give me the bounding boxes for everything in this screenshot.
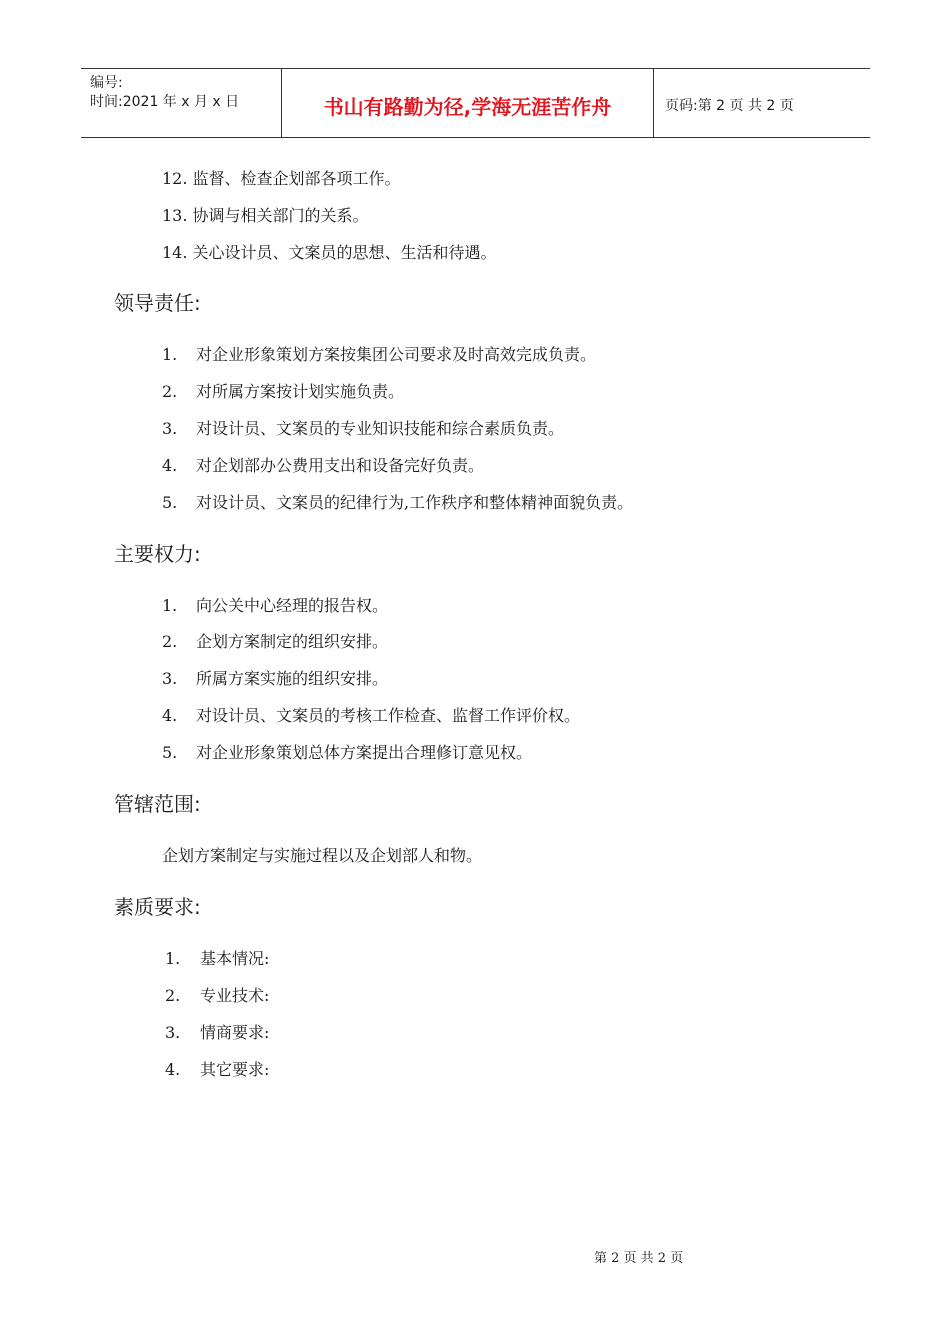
duty-item-12 <box>162 166 401 189</box>
list-item-text: 对企业形象策划总体方案提出合理修订意见权。 <box>196 743 533 762</box>
header-time-label: 时间:2021 年 x 月 x 日 <box>90 94 240 110</box>
list-item-text: 企划方案制定的组织安排。 <box>196 632 389 651</box>
list-item-text: 对设计员、文案员的纪律行为,工作秩序和整体精神面貌负责。 <box>196 493 634 512</box>
list-item-number: 2. <box>165 986 181 1005</box>
list-item <box>165 1020 269 1043</box>
list-item <box>165 983 269 1006</box>
list-item-text: 对设计员、文案员的专业知识技能和综合素质负责。 <box>196 419 565 438</box>
list-item-number: 4. <box>162 456 178 475</box>
list-item-number: 1. <box>162 596 178 615</box>
list-item-number: 1. <box>165 949 181 968</box>
list-item-text: 其它要求: <box>200 1060 270 1079</box>
header-page-label: 页码:第 2 页 共 2 页 <box>665 98 794 114</box>
list-item <box>162 703 580 726</box>
section-heading-quality: 素质要求: <box>114 895 201 919</box>
header-info-cell <box>81 69 282 137</box>
list-item-text: 协调与相关部门的关系。 <box>192 206 369 225</box>
page-header-table <box>81 68 870 138</box>
list-item-text: 所属方案实施的组织安排。 <box>196 669 389 688</box>
list-item-number: 3. <box>165 1023 181 1042</box>
list-item-number: 4. <box>165 1060 181 1079</box>
list-item-text: 基本情况: <box>200 949 270 968</box>
list-item-number: 13. <box>162 206 188 225</box>
list-item <box>162 593 388 616</box>
list-item <box>162 379 404 402</box>
list-item-text: 专业技术: <box>200 986 270 1005</box>
list-item-number: 2. <box>162 382 178 401</box>
scope-text: 企划方案制定与实施过程以及企划部人和物。 <box>162 846 483 865</box>
list-item-text: 情商要求: <box>200 1023 270 1042</box>
list-item-number: 1. <box>162 345 178 364</box>
list-item <box>165 946 269 969</box>
list-item-number: 4. <box>162 706 178 725</box>
list-item-text: 监督、检查企划部各项工作。 <box>192 169 401 188</box>
list-item-text: 对所属方案按计划实施负责。 <box>196 382 405 401</box>
list-item-text: 对企划部办公费用支出和设备完好负责。 <box>196 456 485 475</box>
header-number-label: 编号: <box>90 75 123 91</box>
section-heading-authority: 主要权力: <box>114 542 201 566</box>
list-item <box>162 740 532 763</box>
list-item-number: 3. <box>162 419 178 438</box>
section-heading-scope: 管辖范围: <box>114 792 201 816</box>
list-item-text: 向公关中心经理的报告权。 <box>196 596 389 615</box>
list-item <box>162 490 633 513</box>
section-heading-responsibility: 领导责任: <box>114 291 201 315</box>
list-item-text: 关心设计员、文案员的思想、生活和待遇。 <box>192 243 497 262</box>
list-item <box>162 342 596 365</box>
list-item-text: 对设计员、文案员的考核工作检查、监督工作评价权。 <box>196 706 581 725</box>
list-item-number: 12. <box>162 169 188 188</box>
list-item <box>162 453 484 476</box>
list-item-number: 14. <box>162 243 188 262</box>
list-item-number: 5. <box>162 493 178 512</box>
list-item-text: 对企业形象策划方案按集团公司要求及时高效完成负责。 <box>196 345 597 364</box>
list-item <box>162 629 388 652</box>
list-item-number: 5. <box>162 743 178 762</box>
duty-item-14 <box>162 240 497 263</box>
duty-item-13 <box>162 203 369 226</box>
list-item-number: 3. <box>162 669 178 688</box>
list-item-number: 2. <box>162 632 178 651</box>
list-item <box>162 666 388 689</box>
page-footer-number: 第 2 页 共 2 页 <box>594 1251 684 1266</box>
list-item <box>165 1057 269 1080</box>
header-motto: 书山有路勤为径,学海无涯苦作舟 <box>282 69 654 137</box>
list-item <box>162 416 564 439</box>
